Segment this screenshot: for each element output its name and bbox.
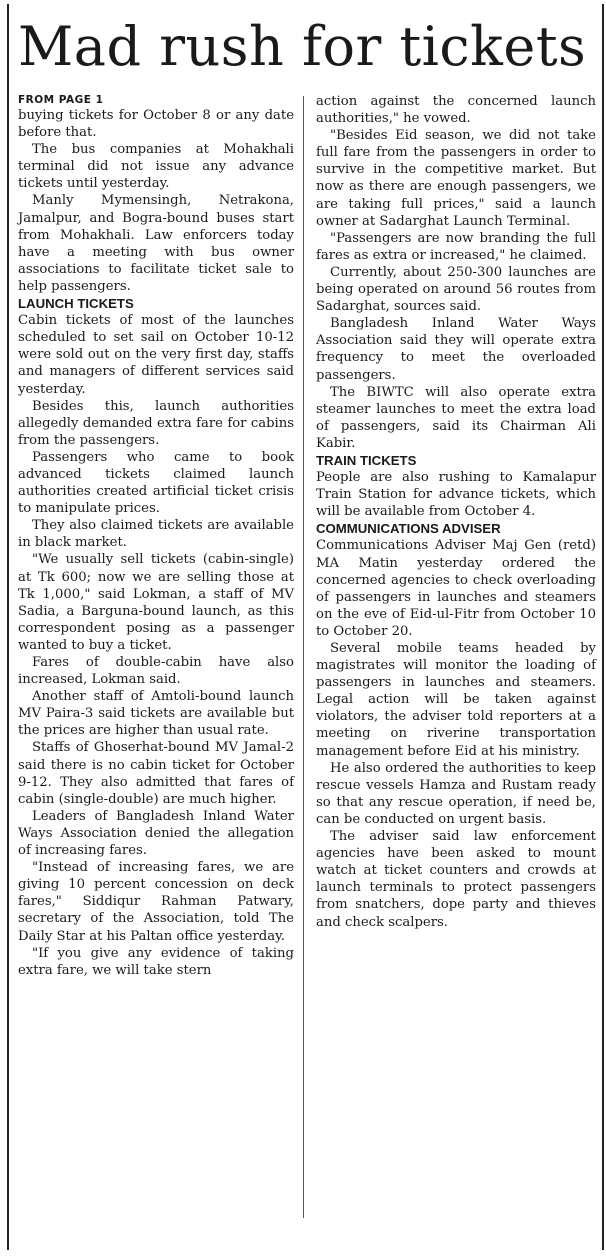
paragraph: Passengers who came to book advanced tickets claimed launch authorities created artificial ticket crisis to manipulate prices.	[18, 449, 294, 517]
paragraph: The bus companies at Mohakhali terminal did not issue any advance tickets until yesterday.	[18, 142, 294, 192]
paragraph: "Besides Eid season, we did not take full fare from the passengers in order to survive in the competitive market. But now as there are enough passengers, we are taking full prices," said a launch owner at Sadarghat Launch Terminal.	[316, 128, 596, 229]
paragraph: Bangladesh Inland Water Ways Association said they will operate extra frequency to meet the overloaded passengers.	[316, 316, 596, 383]
paragraph: Staffs of Ghoserhat-bound MV Jamal-2 said there is no cabin ticket for October 9-12. They also admitted that fares of cabin (single-double) are much higher.	[18, 740, 294, 807]
paragraph: Fares of double-cabin have also increased, Lokman said.	[18, 655, 294, 688]
paragraph: Cabin tickets of most of the launches scheduled to set sail on October 10-12 were sold out on the very first day, staffs and managers of different services said yesterday.	[18, 313, 294, 397]
paragraph: Leaders of Bangladesh Inland Water Ways Association denied the allegation of increasing fares.	[18, 808, 294, 859]
paragraph: "Passengers are now branding the full fares as extra or increased," he claimed.	[316, 230, 596, 263]
paragraph-continuation: action against the concerned launch authorities," he vowed.	[316, 94, 596, 127]
paragraph: The adviser said law enforcement agencies have been asked to mount watch at ticket counters and crowds at launch terminals to protect passengers from snatchers, dope party and thieves and check scalpers.	[316, 829, 596, 930]
subhead-communications-adviser: COMMUNICATIONS ADVISER	[316, 521, 501, 537]
left-column	[18, 93, 294, 979]
paragraph: Several mobile teams headed by magistrates will monitor the loading of passengers in launches and steamers. Legal action will be taken against violators, the adviser told reporters at a meeting on riverine transportation management before Eid at his ministry.	[316, 641, 596, 759]
subhead-train-tickets: TRAIN TICKETS	[316, 452, 417, 468]
right-border-rule	[602, 4, 604, 1250]
paragraph: The BIWTC will also operate extra steamer launches to meet the extra load of passengers, said its Chairman Ali Kabir.	[316, 384, 596, 451]
paragraph: "We usually sell tickets (cabin-single) at Tk 600; now we are selling those at Tk 1,000," said Lokman, a staff of MV Sadia, a Barguna-bound launch, as this correspondent posing as a passenger wanted to buy a ticket.	[18, 552, 294, 653]
paragraph: He also ordered the authorities to keep rescue vessels Hamza and Rustam ready so that any rescue operation, if need be, can be conducted on urgent basis.	[316, 760, 596, 827]
subhead-launch-tickets: LAUNCH TICKETS	[18, 296, 134, 312]
from-page-kicker: FROM PAGE 1	[18, 94, 104, 106]
paragraph: Communications Adviser Maj Gen (retd) MA Matin yesterday ordered the concerned agencies to check overloading of passengers in launches and steamers on the eve of Eid-ul-Fitr from October 10 to October 20.	[316, 538, 596, 639]
right-column	[316, 93, 596, 931]
headline: Mad rush for tickets	[18, 15, 587, 78]
paragraph: "Instead of increasing fares, we are giving 10 percent concession on deck fares," Siddiqur Rahman Patwary, secretary of the Association, told The Daily Star at his Paltan office yesterday.	[18, 860, 294, 944]
paragraph: "If you give any evidence of taking extra fare, we will take stern	[18, 945, 294, 978]
paragraph: Currently, about 250-300 launches are being operated on around 56 routes from Sadarghat, sources said.	[316, 264, 596, 315]
paragraph: People are also rushing to Kamalapur Train Station for advance tickets, which will be available from October 4.	[316, 470, 596, 520]
paragraph: Besides this, launch authorities allegedly demanded extra fare for cabins from the passengers.	[18, 398, 294, 448]
paragraph: Manly Mymensingh, Netrakona, Jamalpur, and Bogra-bound buses start from Mohakhali. Law enforcers today have a meeting with bus owner associations to facilitate ticket sale to help passengers.	[18, 193, 294, 294]
paragraph: They also claimed tickets are available in black market.	[18, 518, 294, 551]
column-divider	[303, 96, 304, 1218]
left-border-rule	[7, 4, 9, 1250]
paragraph: buying tickets for October 8 or any date before that.	[18, 108, 294, 141]
paragraph: Another staff of Amtoli-bound launch MV Paira-3 said tickets are available but the prices are higher than usual rate.	[18, 689, 294, 739]
